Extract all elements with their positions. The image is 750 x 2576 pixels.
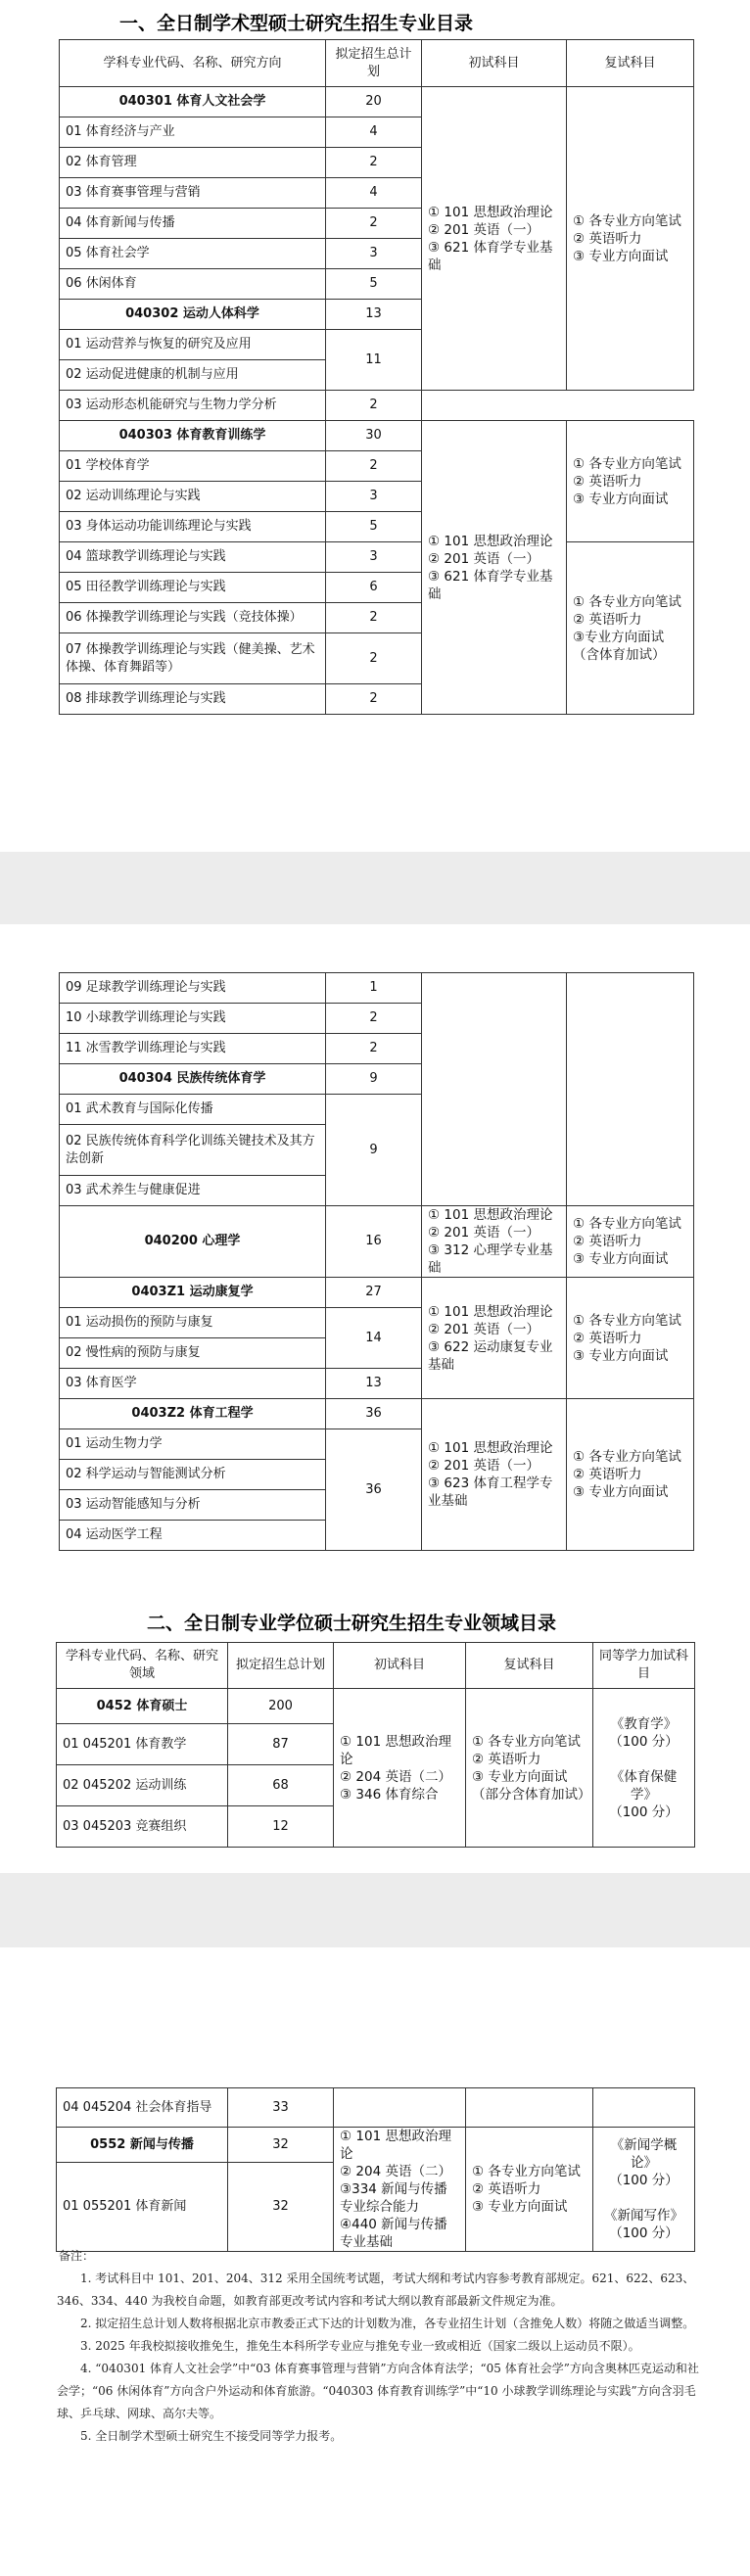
retest-subjects-news: ① 各专业方向笔试 ② 英语听力 ③ 专业方向面试 <box>466 2128 593 2252</box>
direction-row: 02 科学运动与智能测试分析 <box>60 1460 326 1490</box>
direction-row: 03 体育赛事管理与营销 <box>60 178 326 209</box>
plan-cell: 9 <box>326 1095 422 1206</box>
direction-row: 01 运动营养与恢复的研究及应用 <box>60 330 326 360</box>
exam-subjects-news: ① 101 思想政治理论 ② 204 英语（二） ③334 新闻与传播专业综合能力 ④440 新闻与传播专业基础 <box>334 2128 466 2252</box>
plan-cell: 68 <box>228 1765 334 1806</box>
direction-row: 01 学校体育学 <box>60 451 326 482</box>
plan-cell: 200 <box>228 1689 334 1724</box>
plan-cell: 2 <box>326 633 422 684</box>
col-header-retest: 复试科目 <box>567 40 694 87</box>
plan-cell: 27 <box>326 1278 422 1308</box>
plan-cell: 6 <box>326 573 422 603</box>
direction-row: 05 体育社会学 <box>60 239 326 269</box>
col-header-plan: 拟定招生总计划 <box>326 40 422 87</box>
direction-row: 05 田径教学训练理论与实践 <box>60 573 326 603</box>
program-row: 040303 体育教育训练学 <box>60 421 326 451</box>
exam-subjects-a: ① 101 思想政治理论 ② 201 英语（一） ③ 621 体育学专业基础 <box>422 87 567 391</box>
exam-subjects-pe-master: ① 101 思想政治理论 ② 204 英语（二） ③ 346 体育综合 <box>334 1689 466 1848</box>
program-row: 0552 新闻与传播 <box>57 2128 228 2163</box>
note-item: 2. 拟定招生总计划人数将根据北京市教委正式下达的计划数为准，各专业招生计划（含推免人数）将随之做适当调整。 <box>80 2317 695 2330</box>
direction-row: 01 武术教育与国际化传播 <box>60 1095 326 1125</box>
exam-subjects-cont <box>422 973 567 1206</box>
note-item: 5. 全日制学术型硕士研究生不接受同等学力报考。 <box>80 2429 343 2443</box>
plan-cell: 12 <box>228 1806 334 1848</box>
plan-cell: 13 <box>326 300 422 330</box>
plan-cell: 2 <box>326 603 422 633</box>
extra-subjects-news: 《新闻学概论》 （100 分） 《新闻写作》 （100 分） <box>593 2128 695 2252</box>
note-item: 3. 2025 年我校拟接收推免生，推免生本科所学专业应与推免专业一致或相近（国家二级以上运动员不限）。 <box>80 2339 640 2353</box>
plan-cell: 2 <box>326 451 422 482</box>
plan-cell: 87 <box>228 1724 334 1765</box>
col-header-exam: 初试科目 <box>422 40 567 87</box>
plan-cell: 3 <box>326 239 422 269</box>
plan-cell: 20 <box>326 87 422 117</box>
plan-cell: 5 <box>326 269 422 300</box>
retest-subjects-c: ① 各专业方向笔试 ② 英语听力 ③专业方向面试（含体育加试） <box>567 542 694 715</box>
plan-cell: 2 <box>326 391 422 421</box>
program-row: 040301 体育人文社会学 <box>60 87 326 117</box>
direction-row: 03 体育医学 <box>60 1369 326 1399</box>
plan-cell: 36 <box>326 1399 422 1429</box>
col-header-program: 学科专业代码、名称、研究领域 <box>57 1643 228 1689</box>
plan-cell: 9 <box>326 1064 422 1095</box>
direction-row: 04 045204 社会体育指导 <box>57 2088 228 2128</box>
direction-row: 02 慢性病的预防与康复 <box>60 1338 326 1369</box>
page-separator <box>0 1873 750 1947</box>
plan-cell: 11 <box>326 330 422 391</box>
plan-cell: 2 <box>326 1034 422 1064</box>
plan-cell: 4 <box>326 117 422 148</box>
retest-subjects-psy: ① 各专业方向笔试 ② 英语听力 ③ 专业方向面试 <box>567 1206 694 1278</box>
col-header-program: 学科专业代码、名称、研究方向 <box>60 40 326 87</box>
program-row: 040200 心理学 <box>60 1206 326 1278</box>
retest-subjects-cont <box>466 2088 593 2128</box>
retest-subjects-rehab: ① 各专业方向笔试 ② 英语听力 ③ 专业方向面试 <box>567 1278 694 1399</box>
retest-subjects-cont <box>567 973 694 1206</box>
direction-row: 04 体育新闻与传播 <box>60 209 326 239</box>
direction-row: 03 运动智能感知与分析 <box>60 1490 326 1521</box>
plan-cell: 4 <box>326 178 422 209</box>
col-header-extra: 同等学力加试科目 <box>593 1643 695 1689</box>
extra-subjects-cont <box>593 2088 695 2128</box>
professional-program-table-2 <box>56 2087 695 2252</box>
professional-program-table-1 <box>56 1642 695 1848</box>
direction-row: 03 武术养生与健康促进 <box>60 1176 326 1206</box>
plan-cell: 32 <box>228 2163 334 2252</box>
exam-subjects-rehab: ① 101 思想政治理论 ② 201 英语（一） ③ 622 运动康复专业基础 <box>422 1278 567 1399</box>
direction-row: 03 045203 竞赛组织 <box>57 1806 228 1848</box>
plan-cell: 13 <box>326 1369 422 1399</box>
retest-subjects-a: ① 各专业方向笔试 ② 英语听力 ③ 专业方向面试 <box>567 87 694 391</box>
col-header-retest: 复试科目 <box>466 1643 593 1689</box>
plan-cell: 2 <box>326 1004 422 1034</box>
plan-cell: 3 <box>326 482 422 512</box>
note-item: 1. 考试科目中 101、201、204、312 采用全国统考试题，考试大纲和考试内容参考教育部规定。621、622、623、346、334、440 为我校自命题，如教育部更改考试内容和考试大纲以教育部最新文件规定为准。 <box>57 2272 695 2308</box>
direction-row: 11 冰雪教学训练理论与实践 <box>60 1034 326 1064</box>
section1-title: 一、全日制学术型硕士研究生招生专业目录 <box>119 13 474 34</box>
program-row: 040304 民族传统体育学 <box>60 1064 326 1095</box>
direction-row: 01 运动生物力学 <box>60 1429 326 1460</box>
plan-cell: 33 <box>228 2088 334 2128</box>
academic-program-table-2 <box>59 972 694 1551</box>
col-header-plan: 拟定招生总计划 <box>228 1643 334 1689</box>
plan-cell: 2 <box>326 684 422 715</box>
plan-cell: 36 <box>326 1429 422 1551</box>
exam-subjects-b: ① 101 思想政治理论 ② 201 英语（一） ③ 621 体育学专业基础 <box>422 421 567 715</box>
direction-row: 02 民族传统体育科学化训练关键技术及其方法创新 <box>60 1125 326 1176</box>
plan-cell: 32 <box>228 2128 334 2163</box>
plan-cell: 16 <box>326 1206 422 1278</box>
retest-subjects-eng: ① 各专业方向笔试 ② 英语听力 ③ 专业方向面试 <box>567 1399 694 1551</box>
plan-cell: 30 <box>326 421 422 451</box>
direction-row: 09 足球教学训练理论与实践 <box>60 973 326 1004</box>
plan-cell: 3 <box>326 542 422 573</box>
direction-row: 10 小球教学训练理论与实践 <box>60 1004 326 1034</box>
direction-row: 06 休闲体育 <box>60 269 326 300</box>
direction-row: 03 身体运动功能训练理论与实践 <box>60 512 326 542</box>
program-row: 0403Z1 运动康复学 <box>60 1278 326 1308</box>
exam-subjects-cont <box>334 2088 466 2128</box>
direction-row: 02 运动训练理论与实践 <box>60 482 326 512</box>
col-header-exam: 初试科目 <box>334 1643 466 1689</box>
plan-cell: 2 <box>326 209 422 239</box>
plan-cell: 5 <box>326 512 422 542</box>
direction-row: 04 篮球教学训练理论与实践 <box>60 542 326 573</box>
exam-subjects-eng: ① 101 思想政治理论 ② 201 英语（一） ③ 623 体育工程学专业基础 <box>422 1399 567 1551</box>
direction-row: 02 体育管理 <box>60 148 326 178</box>
direction-row: 08 排球教学训练理论与实践 <box>60 684 326 715</box>
direction-row: 06 体操教学训练理论与实践（竞技体操） <box>60 603 326 633</box>
plan-cell: 2 <box>326 148 422 178</box>
exam-subjects-psy: ① 101 思想政治理论 ② 201 英语（一） ③ 312 心理学专业基础 <box>422 1206 567 1278</box>
page-separator <box>0 852 750 924</box>
program-row: 0403Z2 体育工程学 <box>60 1399 326 1429</box>
direction-row: 02 运动促进健康的机制与应用 <box>60 360 326 391</box>
direction-row: 01 045201 体育教学 <box>57 1724 228 1765</box>
note-item: 4. “040301 体育人文社会学”中“03 体育赛事管理与营销”方向含体育法学；“05 体育社会学”方向含奥林匹克运动和社会学；“06 休闲体育”方向含户外运动和体育旅游。“040303 体育教育训练学”中“10 小球教学训练理论与实践”方向含羽毛球、乒乓球、网球、高尔夫等。 <box>57 2362 699 2420</box>
direction-row: 01 运动损伤的预防与康复 <box>60 1308 326 1338</box>
direction-row: 03 运动形态机能研究与生物力学分析 <box>60 391 326 421</box>
notes <box>57 2245 703 2448</box>
retest-subjects-pe-master: ① 各专业方向笔试 ② 英语听力 ③ 专业方向面试（部分含体育加试） <box>466 1689 593 1848</box>
program-row: 040302 运动人体科学 <box>60 300 326 330</box>
extra-subjects-pe-master: 《教育学》 （100 分） 《体育保健学》 （100 分） <box>593 1689 695 1848</box>
notes-heading: 备注： <box>59 2249 95 2263</box>
plan-cell: 1 <box>326 973 422 1004</box>
academic-program-table-1 <box>59 39 694 715</box>
direction-row: 01 055201 体育新闻 <box>57 2163 228 2252</box>
direction-row: 02 045202 运动训练 <box>57 1765 228 1806</box>
plan-cell: 14 <box>326 1308 422 1369</box>
program-row: 0452 体育硕士 <box>57 1689 228 1724</box>
section2-title: 二、全日制专业学位硕士研究生招生专业领域目录 <box>147 1613 557 1634</box>
retest-subjects-b: ① 各专业方向笔试 ② 英语听力 ③ 专业方向面试 <box>567 421 694 542</box>
direction-row: 04 运动医学工程 <box>60 1521 326 1551</box>
direction-row: 07 体操教学训练理论与实践（健美操、艺术体操、体育舞蹈等） <box>60 633 326 684</box>
direction-row: 01 体育经济与产业 <box>60 117 326 148</box>
